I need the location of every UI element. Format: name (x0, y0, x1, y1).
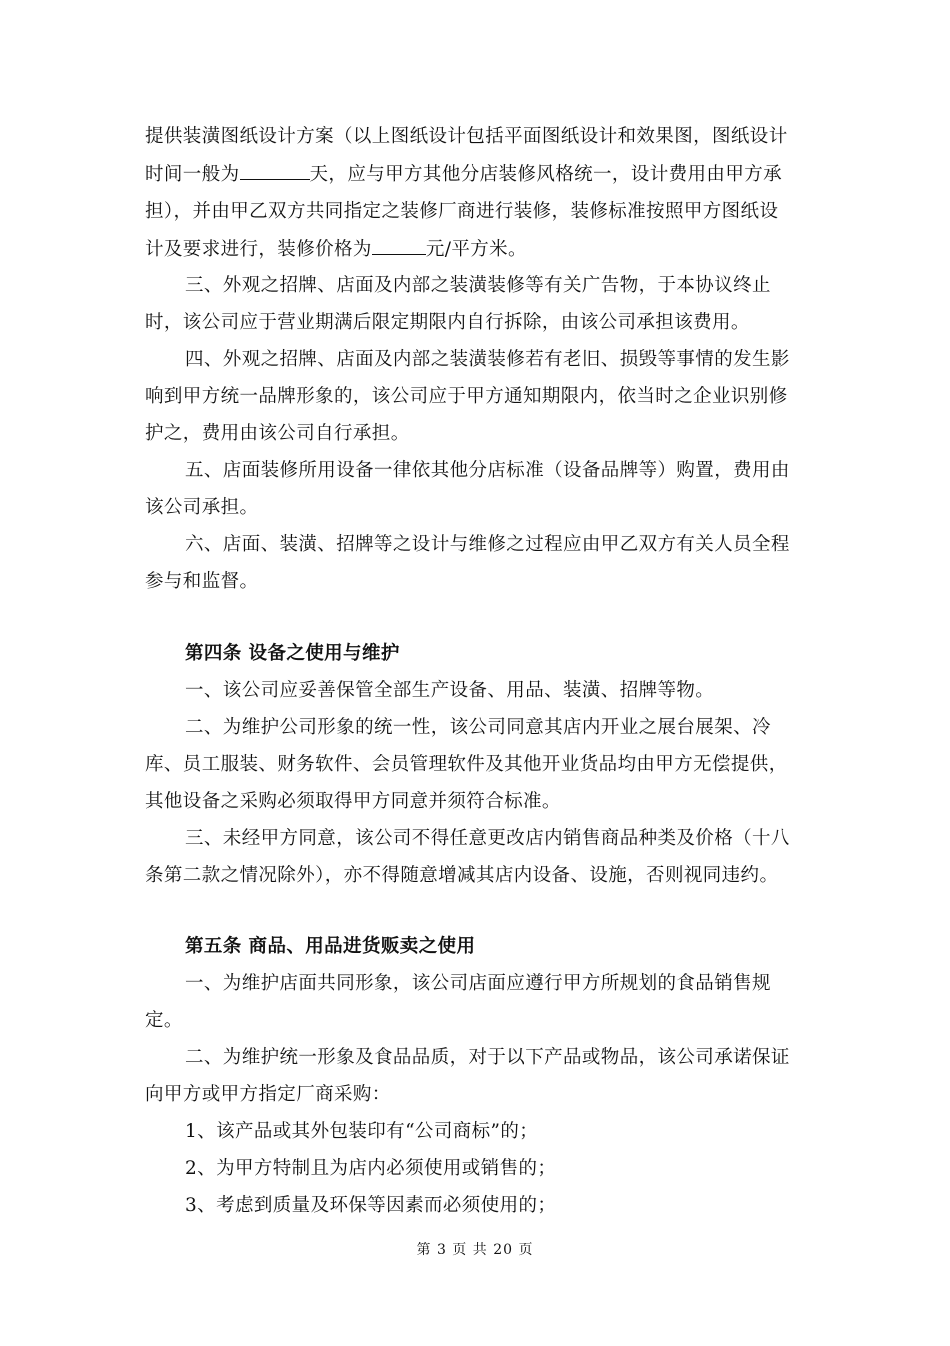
paragraph-line: 向甲方或甲方指定厂商采购： (145, 1084, 391, 1105)
fill-in-blank-days (240, 161, 310, 180)
section-heading: 第四条 设备之使用与维护 (185, 643, 400, 664)
list-item: 1、该产品或其外包装印有“公司商标”的； (185, 1121, 539, 1142)
paragraph-line: 库、员工服装、财务软件、会员管理软件及其他开业货品均由甲方无偿提供， (145, 754, 788, 775)
paragraph-line: 二、为维护统一形象及食品品质，对于以下产品或物品，该公司承诺保证 (185, 1047, 790, 1068)
fill-in-blank-price (372, 236, 426, 255)
paragraph-line: 一、为维护店面共同形象，该公司店面应遵行甲方所规划的食品销售规 (185, 973, 771, 994)
paragraph-line: 四、外观之招牌、店面及内部之装潢装修若有老旧、损毁等事情的发生影 (185, 349, 790, 370)
paragraph-line: 二、为维护公司形象的统一性，该公司同意其店内开业之展台展架、冷 (185, 717, 771, 738)
list-item: 2、为甲方特制且为店内必须使用或销售的； (185, 1158, 557, 1179)
paragraph-line: 提供装潢图纸设计方案（以上图纸设计包括平面图纸设计和效果图，图纸设计 (145, 126, 788, 147)
paragraph-line (145, 236, 815, 263)
paragraph-line: 响到甲方统一品牌形象的，该公司应于甲方通知期限内，依当时之企业识别修 (145, 386, 788, 407)
text-segment: 计及要求进行，装修价格为 (145, 239, 372, 260)
paragraph-line: 定。 (145, 1010, 183, 1031)
text-segment: 时间一般为 (145, 164, 240, 185)
text-segment: 天，应与甲方其他分店装修风格统一，设计费用由甲方承 (309, 164, 783, 185)
paragraph-line: 该公司承担。 (145, 497, 259, 518)
paragraph-line: 五、店面装修所用设备一律依其他分店标准（设备品牌等）购置，费用由 (185, 460, 790, 481)
paragraph-line: 护之，费用由该公司自行承担。 (145, 423, 410, 444)
list-item: 3、考虑到质量及环保等因素而必须使用的； (185, 1195, 557, 1216)
paragraph-line: 条第二款之情况除外），亦不得随意增减其店内设备、设施，否则视同违约。 (145, 865, 779, 886)
paragraph-line: 三、未经甲方同意，该公司不得任意更改店内销售商品种类及价格（十八 (185, 828, 790, 849)
paragraph-line: 三、外观之招牌、店面及内部之装潢装修等有关广告物，于本协议终止 (185, 275, 771, 296)
section-heading: 第五条 商品、用品进货贩卖之使用 (185, 936, 476, 957)
paragraph-line: 其他设备之采购必须取得甲方同意并须符合标准。 (145, 791, 561, 812)
paragraph-line (145, 161, 815, 188)
paragraph-line: 时，该公司应于营业期满后限定期限内自行拆除，由该公司承担该费用。 (145, 312, 750, 333)
paragraph-line: 一、该公司应妥善保管全部生产设备、用品、装潢、招牌等物。 (185, 680, 715, 701)
paragraph-line: 担），并由甲乙双方共同指定之装修厂商进行装修，装修标准按照甲方图纸设 (145, 201, 779, 222)
page-number: 第 3 页 共 20 页 (416, 1242, 534, 1258)
paragraph-line: 六、店面、装潢、招牌等之设计与维修之过程应由甲乙双方有关人员全程 (185, 534, 790, 555)
paragraph-line: 参与和监督。 (145, 571, 259, 592)
text-segment: 元/平方米。 (425, 239, 527, 260)
